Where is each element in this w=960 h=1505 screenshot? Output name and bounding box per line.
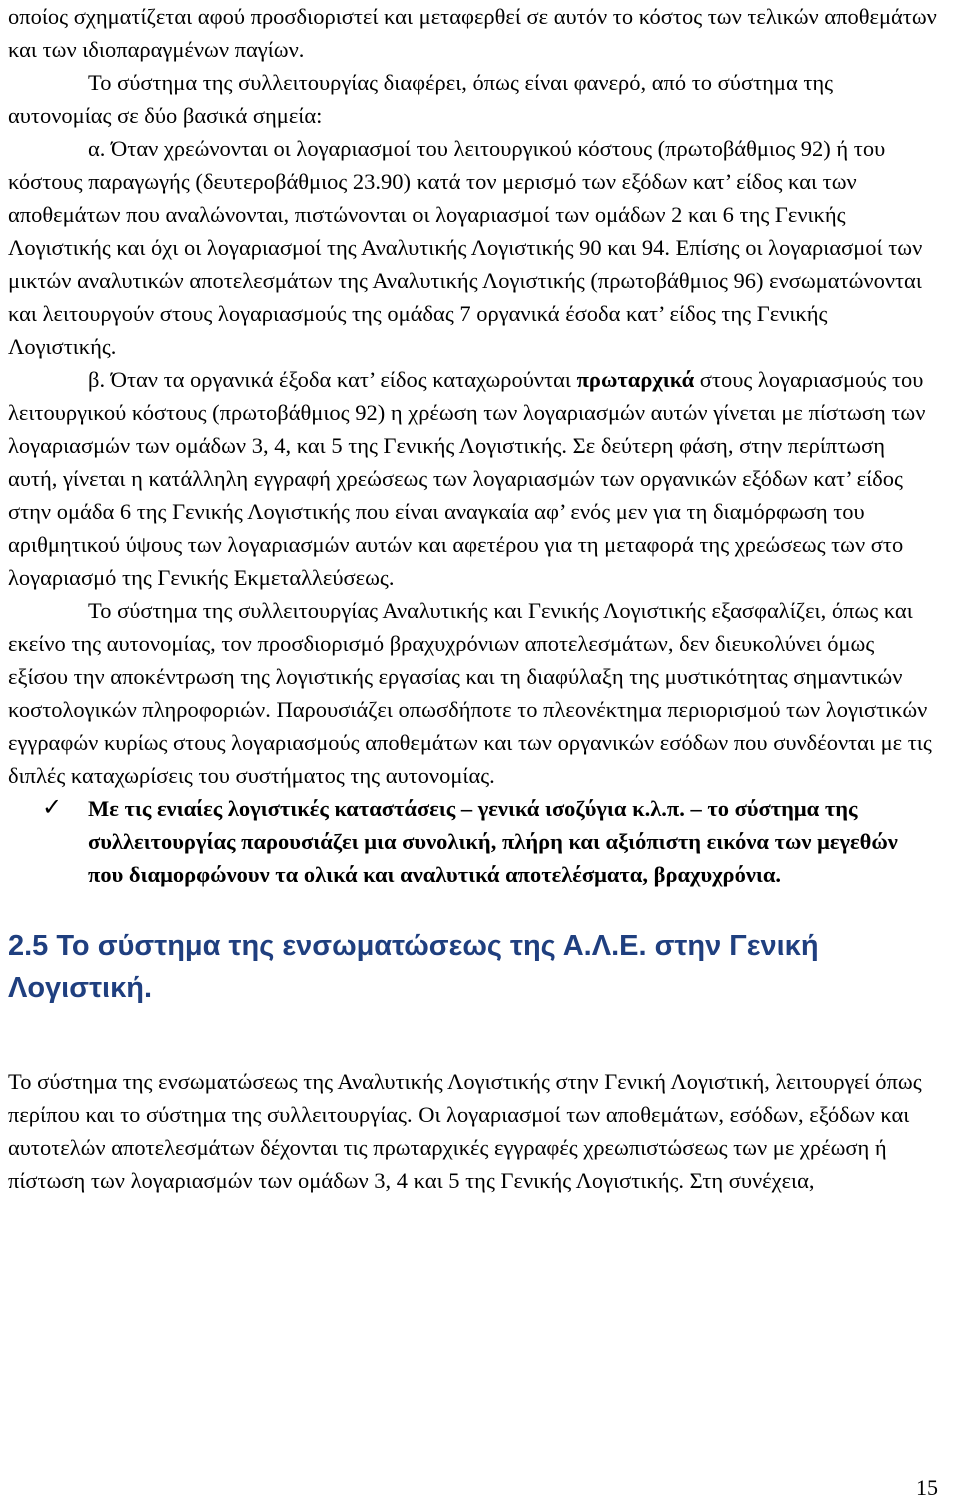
paragraph-point-beta (8, 363, 938, 594)
paragraph-point-alpha: α. Όταν χρεώνονται οι λογαριασμοί του λειτουργικού κόστους (πρωτοβάθμιος 92) ή του κόστους παραγωγής (δευτεροβάθμιος 23.90) κατά τον μερισμό των εξόδων κατ’ είδος και των αποθεμάτων που αναλώνονται, πιστώνονται οι λογαριασμοί των ομάδων 2 και 6 της Γενικής Λογιστικής και όχι οι λογαριασμοί της Αναλυτικής Λογιστικής 90 και 94. Επίσης οι λογαριασμοί των μικτών αναλυτικών αποτελεσμάτων της Αναλυτικής Λογιστικής (πρωτοβάθμιος 96) ενσωματώνονται και λειτουργούν στους λογαριασμούς της ομάδας 7 οργανικά έσοδα κατ’ είδος της Γενικής Λογιστικής. (8, 136, 923, 359)
paragraph-system-difference: Το σύστημα της συλλειτουργίας διαφέρει, όπως είναι φανερό, από το σύστημα της αυτονομίας σε δύο βασικά σημεία: (8, 70, 834, 128)
checklist-item (8, 792, 938, 891)
document-page (8, 0, 938, 1500)
paragraph-intro-continuation: οποίος σχηματίζεται αφού προσδιοριστεί και μεταφερθεί σε αυτόν το κόστος των τελικών αποθεμάτων και των ιδιοπαραγμένων παγίων. (8, 4, 937, 62)
paragraph-system-advantages: Το σύστημα της συλλειτουργίας Αναλυτικής και Γενικής Λογιστικής εξασφαλίζει, όπως και εκείνο της αυτονομίας, τον προσδιορισμό βραχυχρόνιων αποτελεσμάτων, δεν διευκολύνει όμως εξίσου την αποκέντρωση της λογιστικής εργασίας και τη διαφύλαξη της μυστικότητας σημαντικών κοστολογικών πληροφοριών. Παρουσιάζει οπωσδήποτε το πλεονέκτημα περιορισμού των λογιστικών εγγραφών κυρίως στους λογαριασμούς αποθεμάτων και των οργανικών εσόδων που συνδέονται με τις διπλές καταχωρίσεις του συστήματος της αυτονομίας. (8, 598, 932, 788)
beta-text-end: στους λογαριασμούς του λειτουργικού κόστους (πρωτοβάθμιος 92) η χρέωση των λογαριασμών αυτών γίνεται με πίστωση των λογαριασμών των ομάδων 3, 4, και 5 της Γενικής Λογιστικής. Σε δεύτερη φάση, στην περίπτωση αυτή, γίνεται η κατάλληλη εγγραφή χρεώσεως των λογαριασμών των οργανικών εξόδων κατ’ είδος στην ομάδα 6 της Γενικής Λογιστικής που είναι αναγκαία αφ’ ενός μεν για τη διαμόρφωση του αριθμητικού ύψους των λογαριασμών αυτών και αφετέρου για τη μεταφορά της χρεώσεως των στο λογαριασμό της Γενικής Εκμεταλλεύσεως. (8, 367, 926, 590)
section-heading: 2.5 Το σύστημα της ενσωματώσεως της Α.Λ.Ε. στην Γενική Λογιστική. (8, 930, 819, 1004)
check-icon: ✓ (42, 795, 63, 821)
checklist-item-text: Με τις ενιαίες λογιστικές καταστάσεις – γενικά ισοζύγια κ.λ.π. – το σύστημα της συλλειτουργίας παρουσιάζει μια συνολική, πλήρη και αξιόπιστη εικόνα των μεγεθών που διαμορφώνουν τα ολικά και αναλυτικά αποτελέσματα, βραχυχρόνια. (88, 796, 898, 887)
beta-text-start: β. Όταν τα οργανικά έξοδα κατ’ είδος καταχωρούνται (88, 367, 577, 392)
paragraph-integration-system: Το σύστημα της ενσωματώσεως της Αναλυτικής Λογιστικής στην Γενική Λογιστική, λειτουργεί όπως περίπου και το σύστημα της συλλειτουργίας. Οι λογαριασμοί των αποθεμάτων, εσόδων, εξόδων και αυτοτελών αποτελεσμάτων δέχονται τις πρωταρχικές εγγραφές χρεωπιστώσεως των με χρέωση ή πίστωση των λογαριασμών των ομάδων 3, 4 και 5 της Γενικής Λογιστικής. Στη συνέχεια, (8, 1069, 922, 1193)
page-number: 15 (916, 1475, 938, 1500)
beta-emphasis: πρωταρχικά (576, 367, 695, 392)
